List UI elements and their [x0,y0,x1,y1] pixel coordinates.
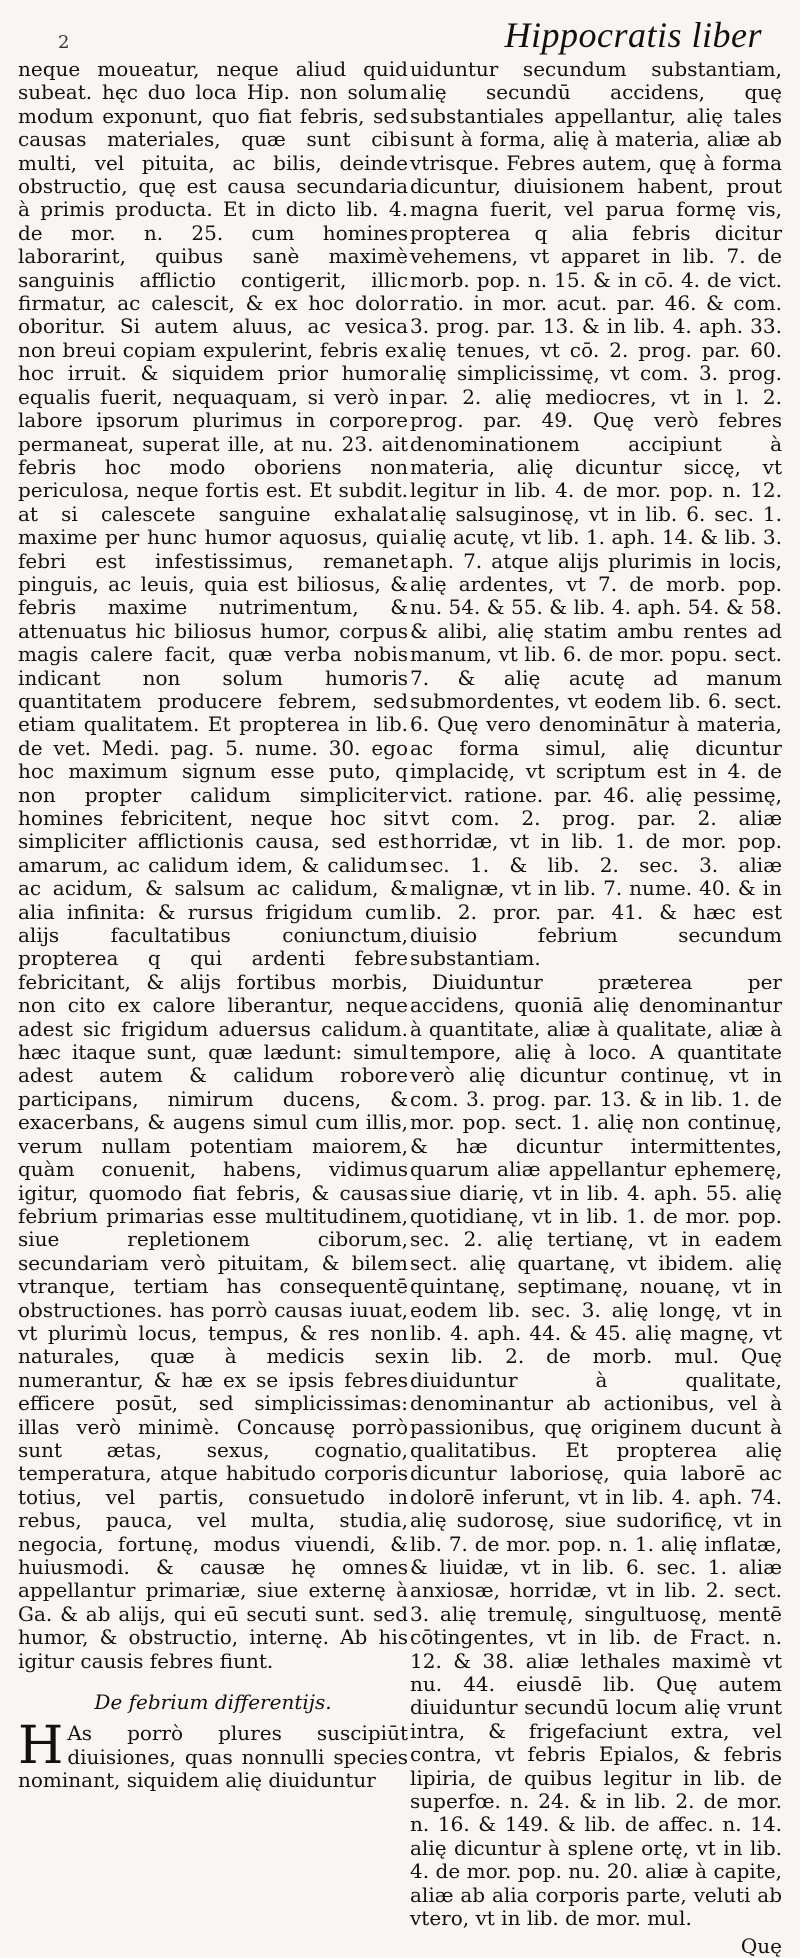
right-column [410,57,782,1958]
running-head-title: Hippocratis liber [504,15,762,55]
left-paragraph-2 [18,1716,408,1793]
folio-number: 2 [58,32,70,53]
right-paragraph-2: Diuiduntur præterea per accidens, quoniā alię denominantur à quantitate, aliæ à qualitate, aliæ à tempore, alię à loco. A quantitate verò alię dicuntur continuę, vt in com. 3. prog. par. 13. & in lib. 1. de mor. pop. sect. 1. alię non continuę, & hæ dicuntur intermittentes, quarum aliæ appellantur ephemerę, siue diarię, vt in lib. 4. aph. 55. alię quotidianę, vt in lib. 1. de mor. pop. sec. 2. alię tertianę, vt in eadem sect. alię quartanę, vt ibidem. alię quintanę, septimanę, nouanę, vt in eodem lib. sec. 3. alię longę, vt in lib. 4. aph. 44. & 45. alię magnę, vt in lib. 2. de morb. mul. Quę diuiduntur à qualitate, denominantur ab actionibus, vel à passionibus, quę originem ducunt à qualitatibus. Et propterea alię dicuntur laboriosę, quia laborē ac dolorē inferunt, vt in lib. 4. aph. 74. alię sudorosę, siue sudorificę, vt in lib. 7. de mor. pop. n. 1. alię inflatæ, & liuidæ, vt in lib. 6. sec. 1. aliæ anxiosæ, horridæ, vt in lib. 2. sect. 3. alię tremulę, singultuosę, mentē cōtingentes, vt in lib. de Fract. n. 12. & 38. aliæ lethales maximè vt nu. 44. eiusdē lib. Quę autem diuiduntur secundū locum alię vrunt intra, & frigefaciunt extra, vel contra, vt febris Epialos, & febris lipiria, de quibus legitur in lib. de superfœ. n. 24. & in lib. 2. de mor. n. 16. & 149. & lib. de affec. n. 14. alię dicuntur à splene ortę, vt in lib. 4. de mor. pop. nu. 20. aliæ à capite, aliæ ab alia corporis parte, veluti ab vtero, vt in lib. de mor. mul. [410,969,782,1931]
section-heading: De febrium differentijs. [94,1690,332,1715]
left-paragraph-2-text: As porrò plures suscipiūt diuisiones, quas nonnulli species nominant, siquidem alię diuiduntur [18,1721,408,1793]
drop-initial: H [18,1716,64,1777]
catchword: Quę [740,1933,782,1958]
right-paragraph-1: uiduntur secundum substantiam, alię secundū accidens, quę substantiales appellantur, alię tales sunt à forma, alię à materia, aliæ ab vtrisque. Febres autem, quę à forma dicuntur, diuisionem habent, prout magna fuerit, vel parua formę vis, propterea q alia febris dicitur vehemens, vt apparet in lib. 7. de morb. pop. n. 15. & in cō. 4. de vict. ratio. in mor. acut. par. 46. & com. 3. prog. par. 13. & in lib. 4. aph. 33. alię tenues, vt cō. 2. prog. par. 60. alię simplicissimę, vt com. 3. prog. par. 2. alię mediocres, vt in l. 2. prog. par. 49. Quę verò febres denominationem accipiunt à materia, alię dicuntur siccę, vt legitur in lib. 4. de mor. pop. n. 12. alię salsuginosę, vt in lib. 6. sec. 1. alię acutę, vt lib. 1. aph. 14. & lib. 3. aph. 7. atque alijs plurimis in locis, alię ardentes, vt 7. de morb. pop. nu. 54. & 55. & lib. 4. aph. 54. & 58. & alibi, alię statim ambu rentes ad manum, vt lib. 6. de mor. popu. sect. 7. & alię acutę ad manum submordentes, vt eodem lib. 6. sect. 6. Quę vero denominātur à materia, ac forma simul, alię dicuntur implacidę, vt scriptum est in 4. de vict. ratione. par. 46. alię pessimę, vt com. 2. prog. par. 2. aliæ horridæ, vt in lib. 1. de mor. pop. sec. 1. & lib. 2. sec. 3. aliæ malignæ, vt in lib. 7. nume. 40. & in lib. 2. pror. par. 41. & hæc est diuisio febrium secundum substantiam. [410,57,782,971]
left-column [18,57,408,1793]
left-paragraph-1: neque moueatur, neque aliud quid subeat. hęc duo loca Hip. non solum modum exponunt, quo fiat febris, sed causas materiales, quæ sunt cibi multi, vel pituita, ac bilis, deinde obstructio, quę est causa secundaria à primis producta. Et in dicto lib. 4. de mor. n. 25. cum homines laborarint, quibus sanè maximè sanguinis afflictio contigerit, illic firmatur, ac calescit, & ex hoc dolor oboritur. Si autem aluus, ac vesica non breui copiam expulerint, febris ex hoc irruit. & siquidem prior humor equalis fuerit, nequaquam, si verò in labore ipsorum plurimus in corpore permaneat, superat ille, at nu. 23. ait febris hoc modo oboriens non periculosa, neque fortis est. Et subdit. at si calescete sanguine exhalat maxime per hunc humor aquosus, qui febri est infestissimus, remanet pinguis, ac leuis, quia est biliosus, & febris maxime nutrimentum, & attenuatus hic biliosus humor, corpus magis calere facit, quæ verba nobis indicant non solum humoris quantitatem producere febrem, sed etiam qualitatem. Et propterea in lib. de vet. Medi. pag. 5. nume. 30. ego hoc maximum signum esse puto, q non propter calidum simpliciter homines febricitent, neque hoc sit simpliciter afflictionis causa, sed est amarum, ac calidum idem, & calidum ac acidum, & salsum ac calidum, & alia infinita: & rursus frigidum cum alijs facultatibus coniunctum, propterea q qui ardenti febre febricitant, & alijs fortibus morbis, non cito ex calore liberantur, neque adest sic frigidum aduersus calidum. hæc itaque sunt, quæ lædunt: simul adest autem & calidum robore participans, nimirum ducens, & exacerbans, & augens simul cum illis, verum nullam potentiam maiorem, quàm conuenit, habens, vidimus igitur, quomodo fiat febris, & causas febrium primarias esse multitudinem, siue repletionem ciborum, secundariam verò pituitam, & bilem vtranque, tertiam has consequentē obstructiones. has porrò causas iuuat, vt plurimù locus, tempus, & res non naturales, quæ à medicis sex numerantur, & hæ ex se ipsis febres efficere posūt, sed simplicissimas: illas verò minimè. Concausę porrò sunt ætas, sexus, cognatio, temperatura, atque habitudo corporis totius, vel partis, consuetudo in rebus, pauca, vel multa, studia, negocia, fortunę, modus viuendi, & huiusmodi. & causæ hę omnes appellantur primariæ, siue externę à Ga. & ab alijs, qui eū secuti sunt. sed humor, & obstructio, internę. Ab his igitur causis febres fiunt. [18,57,408,1673]
